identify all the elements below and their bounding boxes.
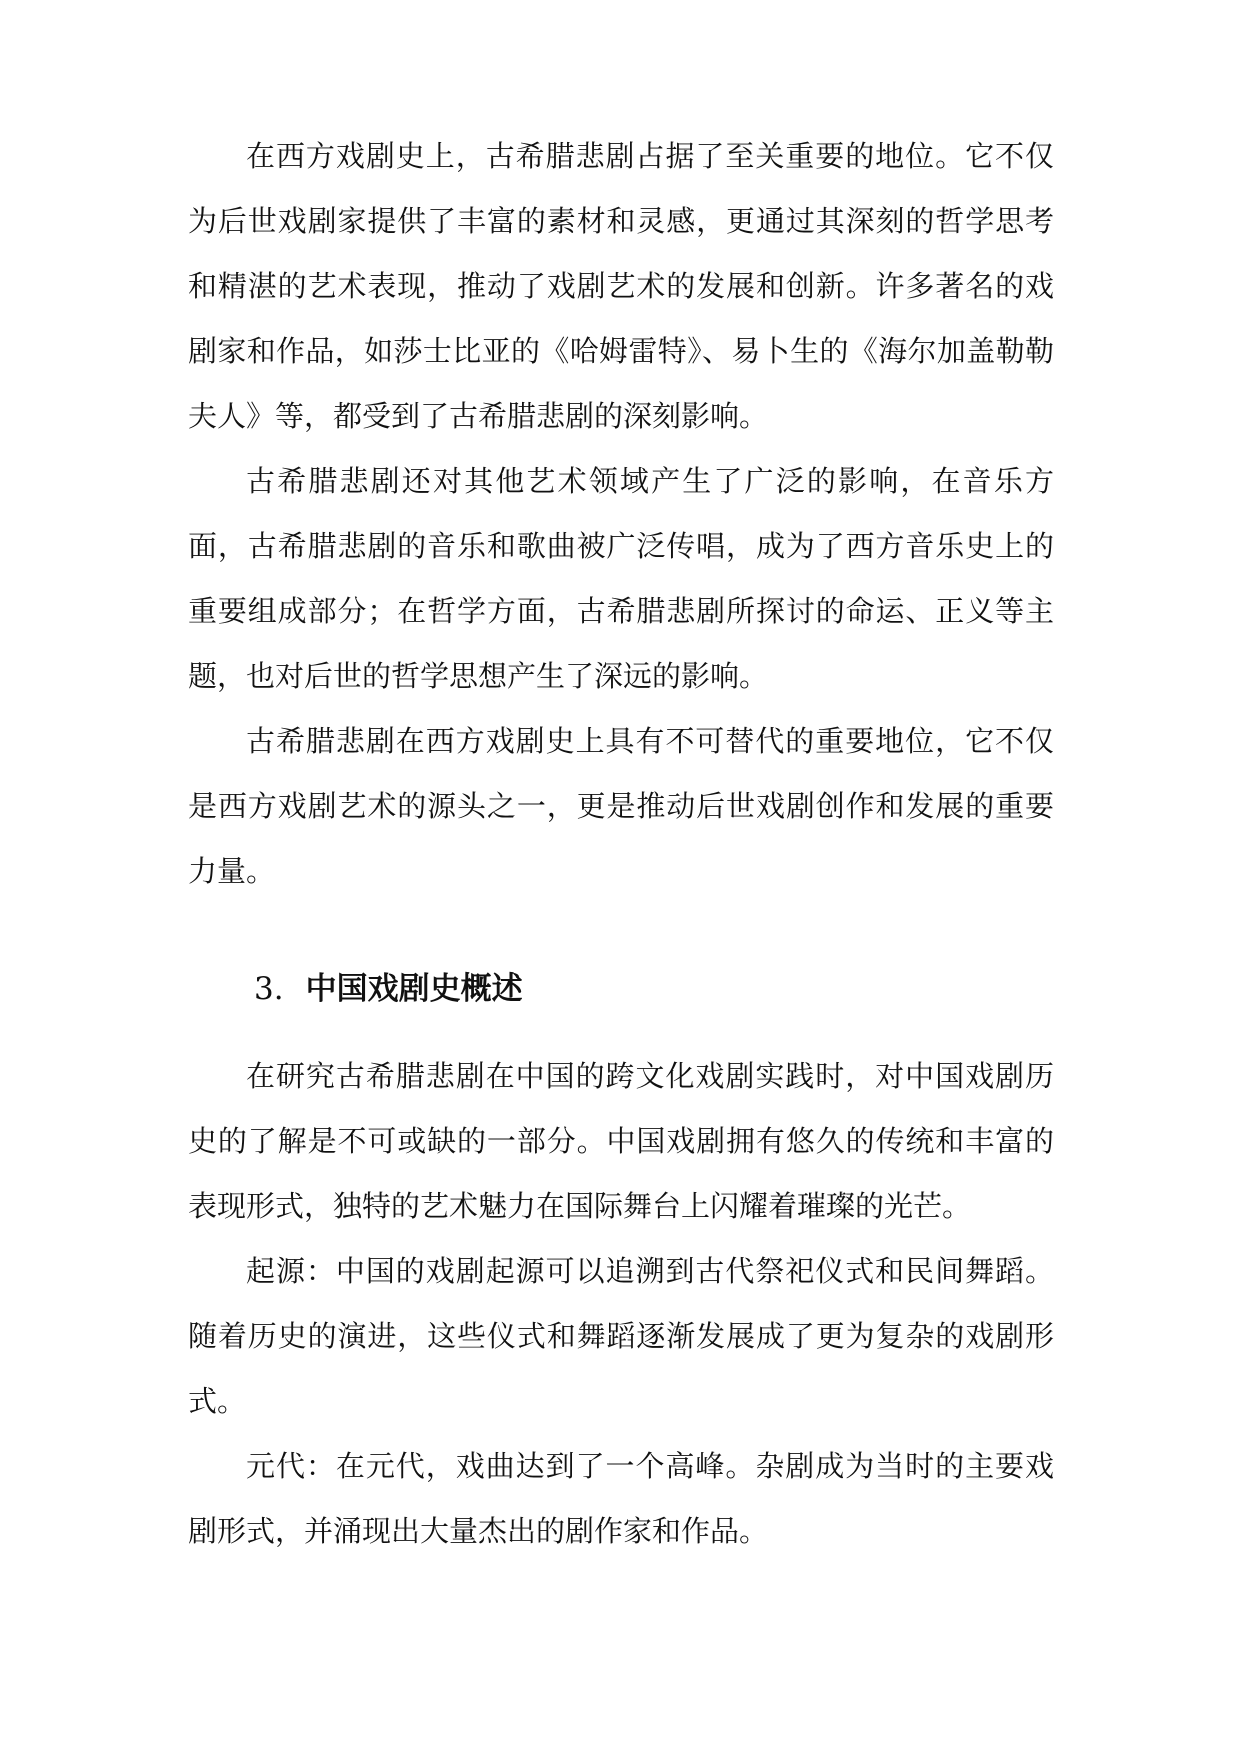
body-paragraph: 古希腊悲剧在西方戏剧史上具有不可替代的重要地位，它不仅是西方戏剧艺术的源头之一，更是推动后世戏剧创作和发展的重要力量。 <box>188 724 1054 888</box>
document-page <box>188 124 1054 1564</box>
section-heading <box>188 934 1054 1044</box>
body-paragraph: 在西方戏剧史上，古希腊悲剧占据了至关重要的地位。它不仅为后世戏剧家提供了丰富的素材和灵感，更通过其深刻的哲学思考和精湛的艺术表现，推动了戏剧艺术的发展和创新。许多著名的戏剧家和作品，如莎士比亚的《哈姆雷特》、易卜生的《海尔加盖勒勒夫人》等，都受到了古希腊悲剧的深刻影响。 <box>188 139 1054 433</box>
body-paragraph: 起源：中国的戏剧起源可以追溯到古代祭祀仪式和民间舞蹈。随着历史的演进，这些仪式和舞蹈逐渐发展成了更为复杂的戏剧形式。 <box>188 1254 1054 1418</box>
body-paragraph: 元代：在元代，戏曲达到了一个高峰。杂剧成为当时的主要戏剧形式，并涌现出大量杰出的剧作家和作品。 <box>188 1449 1054 1548</box>
body-paragraph: 古希腊悲剧还对其他艺术领域产生了广泛的影响，在音乐方面，古希腊悲剧的音乐和歌曲被广泛传唱，成为了西方音乐史上的重要组成部分；在哲学方面，古希腊悲剧所探讨的命运、正义等主题，也对后世的哲学思想产生了深远的影响。 <box>188 464 1054 693</box>
body-paragraph: 在研究古希腊悲剧在中国的跨文化戏剧实践时，对中国戏剧历史的了解是不可或缺的一部分。中国戏剧拥有悠久的传统和丰富的表现形式，独特的艺术魅力在国际舞台上闪耀着璀璨的光芒。 <box>188 1059 1054 1223</box>
section-number: 3. <box>254 971 284 1007</box>
section-title: 中国戏剧史概述 <box>305 971 523 1007</box>
